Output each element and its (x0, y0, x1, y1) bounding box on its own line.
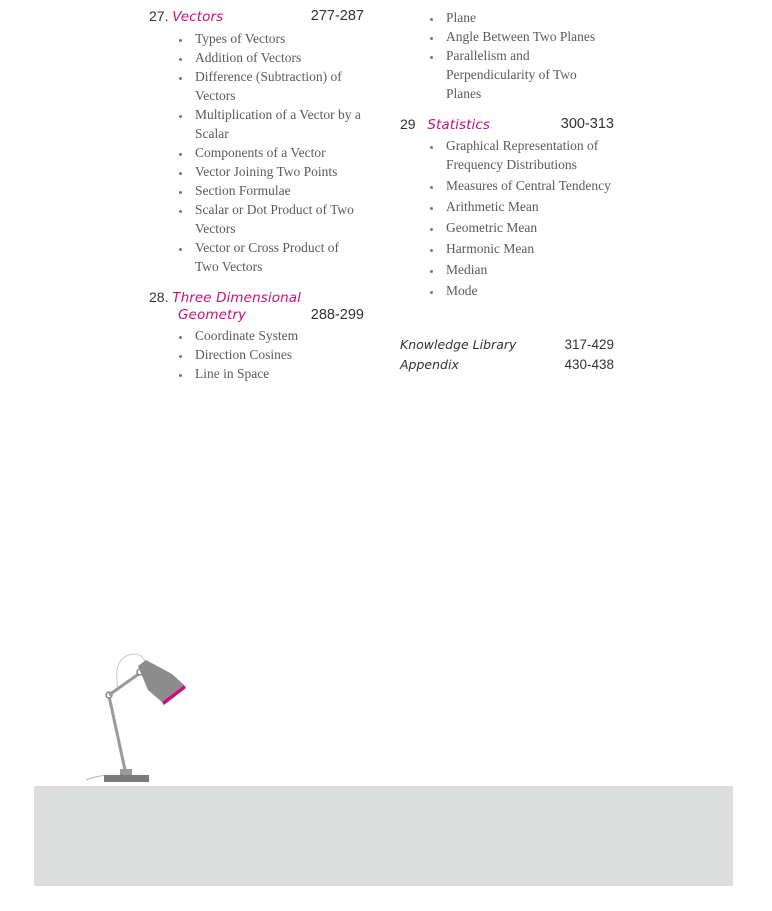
knowledge-library-entry[interactable] (400, 337, 614, 352)
chapter-title: Statistics (427, 117, 491, 133)
chapter-28-heading[interactable] (149, 289, 364, 324)
topic-item[interactable]: Median (428, 260, 614, 279)
topic-item[interactable]: Addition of Vectors (177, 48, 364, 67)
topic-item[interactable]: Coordinate System (177, 326, 364, 345)
topic-item[interactable]: Types of Vectors (177, 29, 364, 48)
topic-item[interactable]: Components of a Vector (177, 143, 364, 162)
topic-item[interactable]: Vector or Cross Product of Two Vectors (177, 238, 364, 276)
topic-item[interactable]: Scalar or Dot Product of Two Vectors (177, 200, 364, 238)
topic-item[interactable]: Graphical Representation of Frequency Distributions (428, 136, 614, 174)
chapter-number: 29 (400, 116, 416, 132)
chapter-title: Vectors (172, 9, 224, 25)
topic-item[interactable]: Arithmetic Mean (428, 197, 614, 216)
topic-item[interactable]: Line in Space (177, 364, 364, 383)
topic-item[interactable]: Mode (428, 281, 614, 300)
topic-item[interactable]: Geometric Mean (428, 218, 614, 237)
chapter-title-line1: Three Dimensional (172, 290, 301, 306)
chapter-pages: 300-313 (560, 116, 614, 132)
extra-label: Knowledge Library (400, 337, 517, 352)
topic-item[interactable]: Harmonic Mean (428, 239, 614, 258)
chapter-pages: 288-299 (310, 307, 364, 323)
chapter-27-heading[interactable] (149, 8, 364, 26)
desk-lamp-icon (82, 648, 192, 788)
chapter-28-topics (177, 326, 364, 383)
topic-item[interactable]: Multiplication of a Vector by a Scalar (177, 105, 364, 143)
topic-item[interactable]: Difference (Subtraction) of Vectors (177, 67, 364, 105)
chapter-number: 27. (149, 8, 169, 24)
chapter-28-topics-continued (428, 8, 614, 103)
topic-item[interactable]: Angle Between Two Planes (428, 27, 614, 46)
extra-pages: 317-429 (564, 337, 614, 352)
chapter-number: 28. (149, 289, 169, 305)
extra-label: Appendix (400, 357, 459, 372)
chapter-27-topics (177, 29, 364, 276)
chapter-29-topics (428, 136, 614, 300)
topic-item[interactable]: Measures of Central Tendency (428, 176, 614, 195)
topic-item[interactable]: Vector Joining Two Points (177, 162, 364, 181)
topic-item[interactable]: Section Formulae (177, 181, 364, 200)
topic-item[interactable]: Parallelism and Perpendicularity of Two Planes (428, 46, 614, 103)
desk-surface (34, 786, 733, 886)
extra-pages: 430-438 (564, 357, 614, 372)
chapter-title-line2: Geometry (178, 307, 247, 323)
topic-item[interactable]: Direction Cosines (177, 345, 364, 364)
topic-item[interactable]: Plane (428, 8, 614, 27)
chapter-pages: 277-287 (310, 8, 364, 24)
appendix-entry[interactable] (400, 357, 614, 372)
chapter-29-heading[interactable] (400, 116, 614, 134)
